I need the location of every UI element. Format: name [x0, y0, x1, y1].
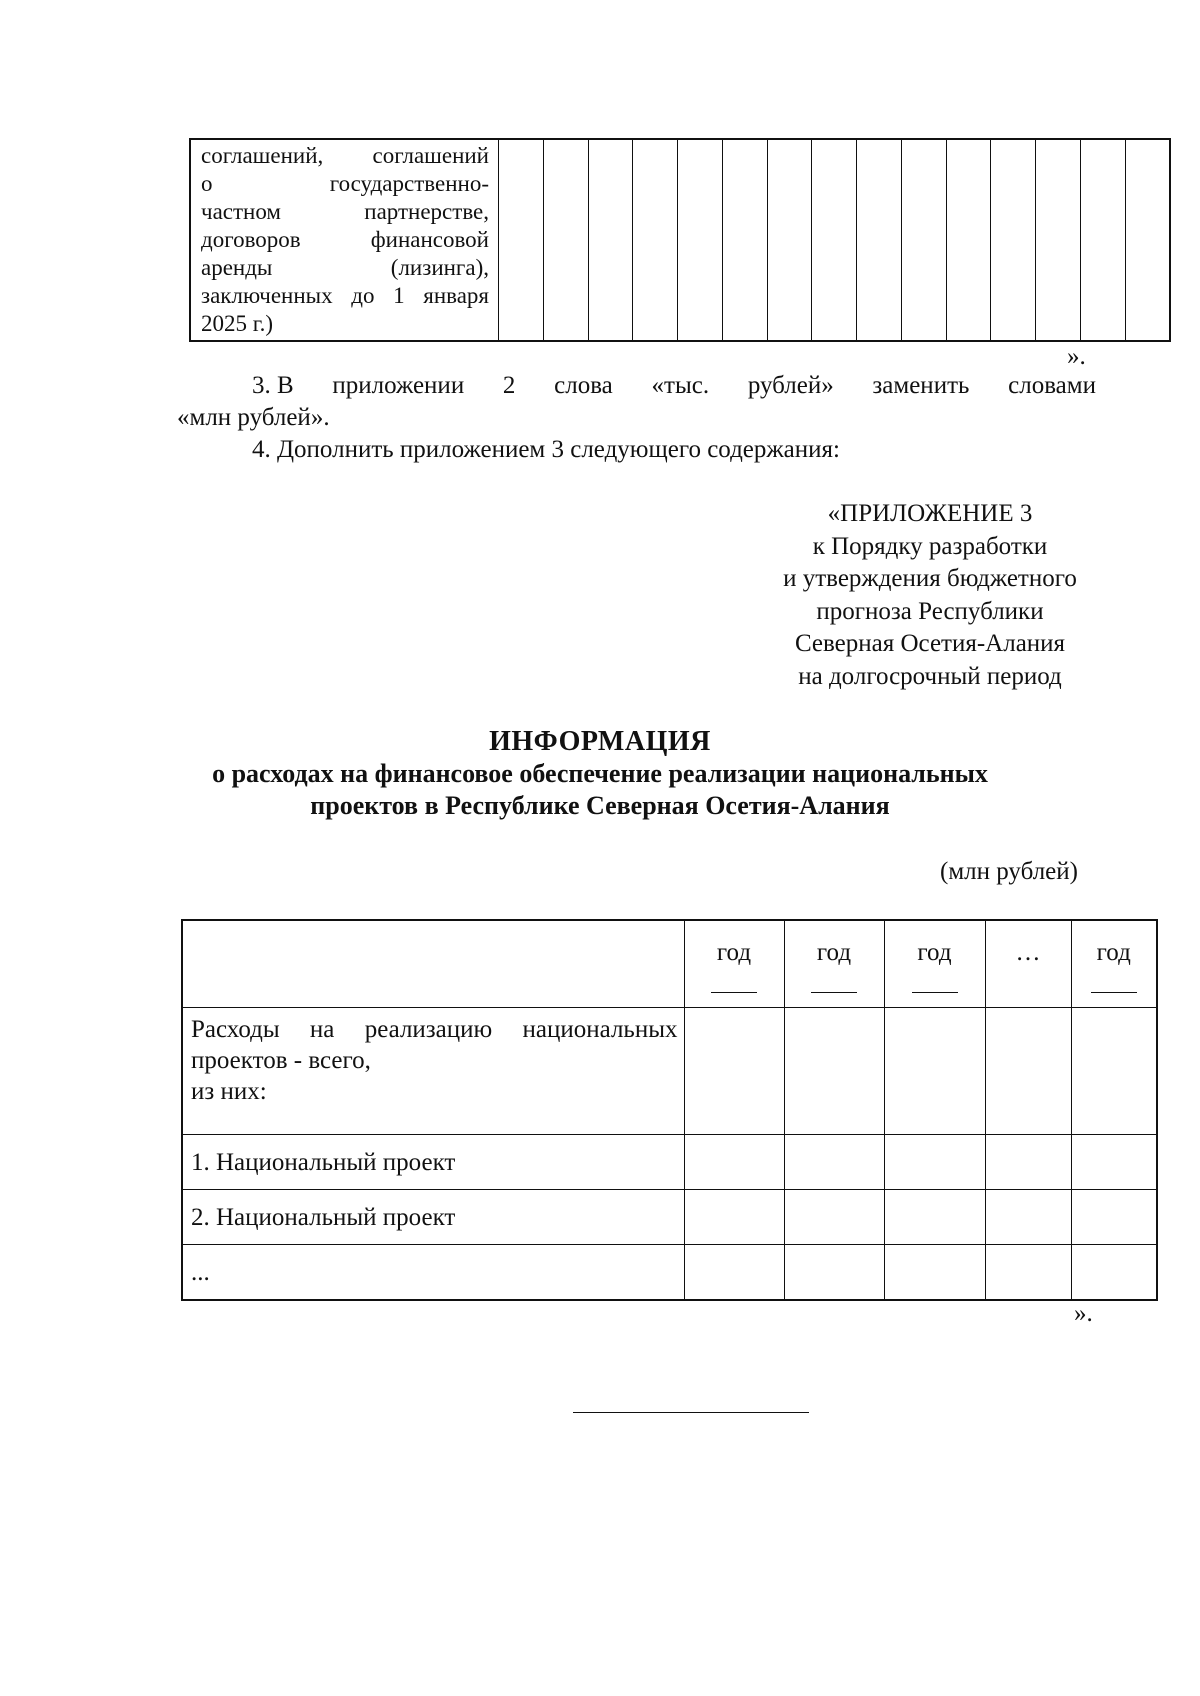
table-cell: [684, 1008, 784, 1135]
document-title: [150, 726, 1050, 822]
closing-quote-top: ».: [1067, 343, 1086, 370]
empty-cell: [991, 139, 1036, 341]
info-table: [181, 919, 1158, 1301]
row-label-line: из них:: [191, 1078, 267, 1105]
year-header-label: год: [917, 939, 952, 966]
table-header-row: [182, 920, 1157, 1008]
ellipsis-header-label: …: [1015, 939, 1041, 966]
table-cell: [684, 1135, 784, 1190]
table-cell: [784, 1245, 884, 1301]
end-of-document-rule: [573, 1412, 809, 1413]
year-header-label: год: [816, 939, 852, 966]
table-cell: [884, 1190, 985, 1245]
row-label-line: Расходы на реализацию национальных: [191, 1016, 678, 1043]
empty-cell: [543, 139, 588, 341]
empty-cell: [1036, 139, 1081, 341]
empty-cell: [633, 139, 678, 341]
empty-cell: [678, 139, 723, 341]
paragraph-3-word: словами: [1008, 372, 1096, 399]
table-row: [182, 1008, 1157, 1135]
table-cell: [884, 1135, 985, 1190]
units-label: (млн рублей): [940, 858, 1078, 885]
paragraph-3-word: приложении: [332, 372, 465, 399]
table-cell: [985, 1245, 1071, 1301]
table-cell: [784, 1190, 884, 1245]
paragraph-3-word: «тыс.: [651, 372, 710, 399]
header-empty-cell: [182, 920, 684, 1008]
year-header: [684, 920, 784, 1008]
closing-quote-bottom: ».: [1074, 1300, 1093, 1327]
title-main: ИНФОРМАЦИЯ: [489, 726, 711, 757]
cell-line: договоров финансовой: [201, 227, 489, 252]
paragraph-3-word: 3. В: [252, 372, 294, 399]
paragraph-3-word: заменить: [872, 372, 970, 399]
table-cell: [684, 1190, 784, 1245]
year-header-label: год: [1096, 939, 1131, 966]
row-label-more: ...: [182, 1245, 684, 1301]
paragraph-3-word: 2: [502, 372, 516, 399]
year-header: [784, 920, 884, 1008]
empty-cell: [767, 139, 812, 341]
continuation-cell-text: [190, 139, 499, 341]
row-label-project-2: 2. Национальный проект: [182, 1190, 684, 1245]
table-cell: [884, 1245, 985, 1301]
table-cell: [784, 1135, 884, 1190]
title-subtitle-line: о расходах на финансовое обеспечение реализации национальных: [212, 759, 988, 788]
cell-line: о государственно-: [201, 171, 489, 196]
year-header: [884, 920, 985, 1008]
cell-line: соглашений, соглашений: [201, 143, 489, 168]
paragraph-3: [252, 370, 1096, 402]
paragraph-4: 4. Дополнить приложением 3 следующего содержания:: [252, 436, 840, 463]
table-cell: [985, 1135, 1071, 1190]
table-cell: [1071, 1008, 1157, 1135]
table-cell: [985, 1008, 1071, 1135]
empty-cell: [499, 139, 544, 341]
continuation-table: [189, 138, 1171, 342]
cell-line: заключенных до 1 января: [201, 283, 489, 308]
cell-line: частном партнерстве,: [201, 199, 489, 224]
empty-cell: [946, 139, 991, 341]
empty-cell: [901, 139, 946, 341]
empty-cell: [812, 139, 857, 341]
table-row: [182, 1190, 1157, 1245]
empty-cell: [722, 139, 767, 341]
table-cell: [784, 1008, 884, 1135]
title-subtitle-line: проектов в Республике Северная Осетия-Алания: [310, 791, 890, 820]
year-blank-line: [711, 992, 757, 993]
year-header-label: год: [716, 939, 752, 966]
year-blank-line: [912, 992, 958, 993]
table-cell: [884, 1008, 985, 1135]
table-cell: [985, 1190, 1071, 1245]
table-cell: [1071, 1245, 1157, 1301]
table-row: [190, 139, 1170, 341]
year-header: [1071, 920, 1157, 1008]
appendix-line: «ПРИЛОЖЕНИЕ 3: [827, 500, 1033, 527]
appendix-line: Северная Осетия-Алания: [794, 630, 1066, 657]
empty-cell: [1080, 139, 1125, 341]
appendix-header: [720, 498, 1140, 693]
row-label-total: [182, 1008, 684, 1135]
year-blank-line: [811, 992, 857, 993]
cell-line: 2025 г.): [201, 311, 273, 336]
year-blank-line: [1091, 992, 1137, 993]
table-cell: [1071, 1190, 1157, 1245]
cell-line: аренды (лизинга),: [201, 255, 489, 280]
row-label-line: проектов - всего,: [191, 1047, 371, 1074]
paragraph-3-word: слова: [554, 372, 613, 399]
appendix-line: и утверждения бюджетного: [783, 565, 1077, 592]
table-cell: [1071, 1135, 1157, 1190]
table-cell: [684, 1245, 784, 1301]
ellipsis-header: [985, 920, 1071, 1008]
empty-cell: [857, 139, 902, 341]
empty-cell: [588, 139, 633, 341]
appendix-line: к Порядку разработки: [812, 532, 1048, 560]
appendix-line: на долгосрочный период: [798, 662, 1062, 690]
row-label-project-1: 1. Национальный проект: [182, 1135, 684, 1190]
table-row: [182, 1245, 1157, 1301]
appendix-line: прогноза Республики: [816, 597, 1044, 625]
paragraph-3-word: рублей»: [747, 372, 834, 399]
table-row: [182, 1135, 1157, 1190]
paragraph-3-continuation: «млн рублей».: [177, 404, 330, 431]
empty-cell: [1125, 139, 1170, 341]
